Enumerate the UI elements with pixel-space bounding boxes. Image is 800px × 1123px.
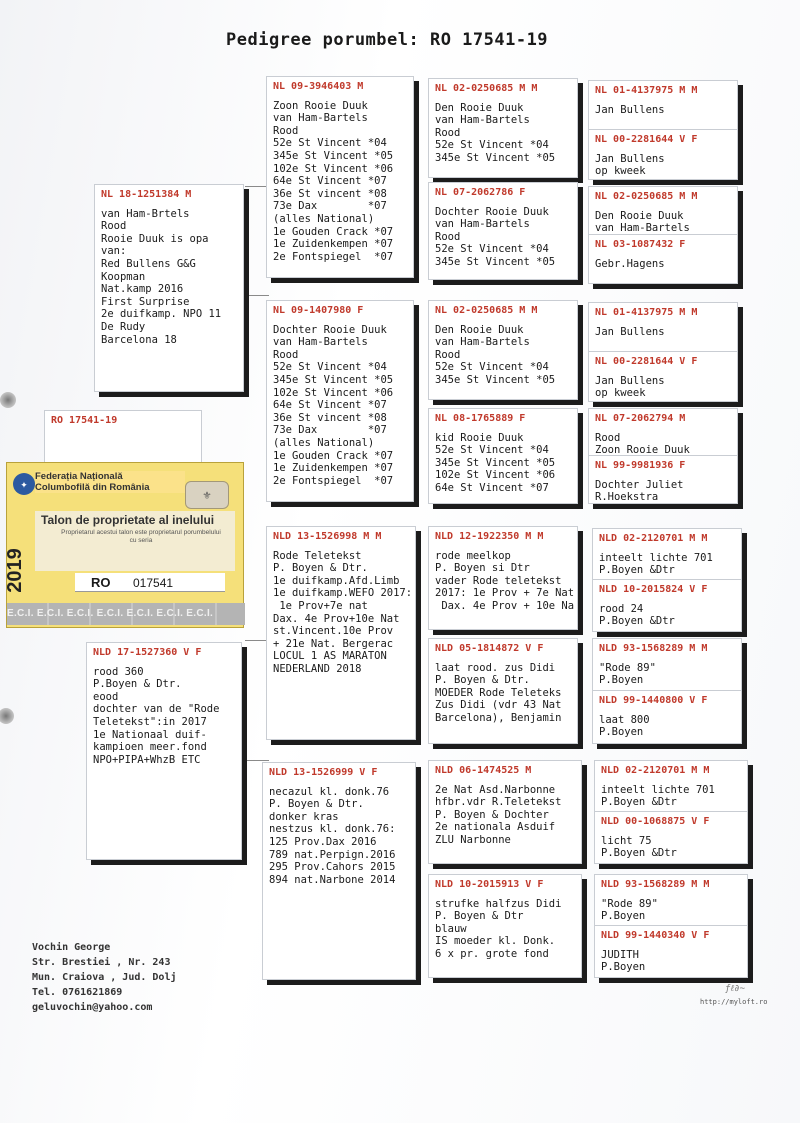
card-line: Dochter Juliet bbox=[595, 478, 684, 491]
card-line: Rood bbox=[595, 431, 621, 444]
ancestor-pair-card bbox=[594, 760, 748, 864]
card-line: Teletekst":in 2017 bbox=[93, 715, 207, 728]
card-line: 1e duifkamp.Afd.Limb bbox=[273, 574, 400, 587]
card-line: Jan Bullens bbox=[595, 374, 665, 387]
ring-number: NL 01-4137975 M M bbox=[595, 85, 698, 96]
signature-icon: ƒℓ∂~ bbox=[725, 984, 746, 994]
card-line: 52e St Vincent *04 bbox=[435, 139, 549, 152]
talon-note: Proprietarul acestui talon este proprietarul porumbelului cu seria bbox=[61, 529, 221, 544]
card-line: P.Boyen &Dtr bbox=[599, 564, 675, 577]
card-line: Dax. 4e Prov + 10e Na bbox=[435, 599, 575, 612]
ancestor-pair-card bbox=[588, 302, 738, 402]
punch-hole-icon bbox=[0, 392, 16, 408]
card-line: strufke halfzus Didi bbox=[435, 897, 562, 910]
card-line: P. Boyen si Dtr bbox=[435, 562, 530, 575]
card-line: donker kras bbox=[269, 810, 339, 823]
card-line: 1e Zuidenkempen *07 bbox=[273, 462, 394, 475]
card-line: P. Boyen & Dtr. bbox=[435, 674, 530, 687]
ring-number: NL 03-1087432 F bbox=[595, 239, 686, 250]
card-line: Rode Teletekst bbox=[273, 549, 362, 562]
card-line: LOCUL 1 AS MARATON bbox=[273, 650, 387, 663]
card-line: 36e St vincent *08 bbox=[273, 411, 387, 424]
ancestor-card bbox=[428, 300, 578, 400]
card-line: Zoon Rooie Duuk bbox=[273, 99, 368, 112]
ring-number: NLD 10-2015913 V F bbox=[435, 879, 544, 890]
card-line: P.Boyen & Dtr. bbox=[93, 678, 182, 691]
card-line: 345e St Vincent *05 bbox=[435, 151, 556, 164]
ring-number: NLD 17-1527360 V F bbox=[93, 647, 202, 658]
connector-line bbox=[245, 295, 269, 296]
card-line: Jan Bullens bbox=[595, 325, 665, 338]
card-line: "Rode 89" bbox=[601, 897, 658, 910]
card-line: 894 nat.Narbone 2014 bbox=[269, 873, 396, 886]
owner-contact bbox=[32, 940, 177, 1015]
card-line: P.Boyen bbox=[599, 674, 644, 687]
ring-number: NLD 93-1568289 M M bbox=[601, 879, 710, 890]
ring-number: NL 02-0250685 M M bbox=[435, 305, 538, 316]
card-line: 345e St Vincent *05 bbox=[435, 456, 556, 469]
card-line: 52e St Vincent *04 bbox=[273, 361, 387, 374]
card-line: van Ham-Bartels bbox=[273, 336, 368, 349]
ring-number: NLD 93-1568289 M M bbox=[599, 643, 708, 654]
talon-year: 2019 bbox=[3, 548, 26, 593]
ring-number: NLD 02-2120701 M M bbox=[599, 533, 708, 544]
ring-number: NLD 13-1526998 M M bbox=[273, 531, 382, 542]
card-line: De Rudy bbox=[101, 320, 146, 333]
dam-card bbox=[86, 642, 242, 860]
card-line: 345e St Vincent *05 bbox=[273, 149, 394, 162]
grandparent-card bbox=[266, 300, 414, 502]
card-line: 52e St Vincent *04 bbox=[273, 137, 387, 150]
ring-number: NLD 06-1474525 M bbox=[435, 765, 532, 776]
card-line: necazul kl. donk.76 bbox=[269, 785, 390, 798]
ring-number: NL 09-1407980 F bbox=[273, 305, 364, 316]
card-line: licht 75 bbox=[601, 834, 652, 847]
card-line: IS moeder kl. Donk. bbox=[435, 935, 556, 948]
ring-number: NL 01-4137975 M M bbox=[595, 307, 698, 318]
footer-url: http://myloft.ro bbox=[700, 998, 768, 1006]
card-line: 64e St Vincent *07 bbox=[273, 175, 387, 188]
ancestor-sub-entry bbox=[593, 690, 741, 743]
card-line: 64e St Vincent *07 bbox=[273, 399, 387, 412]
ring-number: NLD 99-1440340 V F bbox=[601, 930, 710, 941]
card-line: Koopman bbox=[101, 270, 146, 283]
card-line: eood bbox=[93, 690, 119, 703]
card-line: P.Boyen bbox=[601, 910, 646, 923]
ancestor-pair-card bbox=[588, 408, 738, 504]
card-line: nestzus kl. donk.76: bbox=[269, 823, 396, 836]
card-line: van Ham-Bartels bbox=[273, 112, 368, 125]
ancestor-sub-entry bbox=[595, 811, 747, 864]
card-line: Vochin George bbox=[32, 942, 111, 953]
grandparent-card bbox=[266, 76, 414, 278]
card-line: Den Rooie Duuk bbox=[435, 323, 524, 336]
card-line: op kweek bbox=[595, 387, 646, 400]
ancestor-card bbox=[428, 78, 578, 178]
card-line: R.Hoekstra bbox=[595, 491, 659, 504]
card-line: 295 Prov.Cahors 2015 bbox=[269, 861, 396, 874]
ancestor-pair-card bbox=[588, 80, 738, 180]
card-line: P. Boyen & Dtr bbox=[435, 910, 524, 923]
card-line: Nat.kamp 2016 bbox=[101, 283, 184, 296]
card-line: laat 800 bbox=[599, 713, 650, 726]
ancestor-sub-entry bbox=[595, 925, 747, 978]
card-line: kampioen meer.fond bbox=[93, 741, 207, 754]
card-line: Dochter Rooie Duuk bbox=[435, 205, 549, 218]
card-line: Dax. 4e Prov+10e Nat bbox=[273, 612, 400, 625]
card-line: op kweek bbox=[595, 165, 646, 178]
org-line: Federația Națională bbox=[35, 471, 123, 482]
card-line: Mun. Craiova , Jud. Dolj bbox=[32, 972, 177, 983]
card-line: 52e St Vincent *04 bbox=[435, 243, 549, 256]
card-line: Rood bbox=[435, 126, 461, 139]
ancestor-card bbox=[428, 408, 578, 504]
card-line: NPO+PIPA+WhzB ETC bbox=[93, 753, 201, 766]
card-line: 2e duifkamp. NPO 11 bbox=[101, 308, 222, 321]
ancestor-card bbox=[428, 182, 578, 280]
card-line: P.Boyen &Dtr bbox=[599, 615, 675, 628]
card-line: Barcelona), Benjamin bbox=[435, 711, 562, 724]
card-line: van: bbox=[101, 245, 127, 258]
card-line: 64e St Vincent *07 bbox=[435, 481, 549, 494]
card-line: Zoon Rooie Duuk bbox=[595, 444, 690, 457]
card-line: 6 x pr. grote fond bbox=[435, 947, 549, 960]
card-line: 52e St Vincent *04 bbox=[435, 361, 549, 374]
card-line: inteelt lichte 701 bbox=[599, 551, 713, 564]
card-line: 2e Fontspiegel *07 bbox=[273, 474, 394, 487]
card-line: Gebr.Hagens bbox=[595, 257, 665, 270]
ring-number: RO 17541-19 bbox=[51, 415, 118, 426]
card-line: kid Rooie Duuk bbox=[435, 431, 524, 444]
ring-number: NL 07-2062786 F bbox=[435, 187, 526, 198]
card-line: rood 24 bbox=[599, 602, 644, 615]
seal-icon: ⚜ bbox=[185, 481, 229, 509]
ring-number: NL 00-2281644 V F bbox=[595, 134, 698, 145]
card-line: P.Boyen bbox=[601, 961, 646, 974]
card-line: Tel. 0761621869 bbox=[32, 987, 123, 998]
card-line: 1e Gouden Crack *07 bbox=[273, 449, 394, 462]
card-line: Dochter Rooie Duuk bbox=[273, 323, 387, 336]
card-line: 345e St Vincent *05 bbox=[435, 373, 556, 386]
card-line: 1e Nationaal duif- bbox=[93, 728, 207, 741]
card-line: Red Bullens G&G bbox=[101, 257, 196, 270]
ancestor-sub-entry bbox=[589, 234, 737, 274]
org-line: Columbofilă din România bbox=[35, 482, 150, 493]
card-line: 345e St Vincent *05 bbox=[435, 255, 556, 268]
card-line: P.Boyen &Dtr bbox=[601, 847, 677, 860]
ancestor-sub-entry bbox=[593, 579, 741, 632]
eci-strip: E.C.I. E.C.I. E.C.I. E.C.I. E.C.I. E.C.I. E.C.I. bbox=[7, 603, 245, 625]
ancestor-card bbox=[428, 638, 578, 744]
card-line: Rood bbox=[273, 348, 299, 361]
ring-number: NL 00-2281644 V F bbox=[595, 356, 698, 367]
card-line: Den Rooie Duuk bbox=[595, 209, 684, 222]
card-line: inteelt lichte 701 bbox=[601, 783, 715, 796]
card-line: Jan Bullens bbox=[595, 103, 665, 116]
ring-number: NLD 05-1814872 V F bbox=[435, 643, 544, 654]
subject-card bbox=[44, 410, 202, 470]
card-line: 73e Dax *07 bbox=[273, 200, 387, 213]
ancestor-card bbox=[428, 526, 578, 630]
card-line: 102e St Vincent *06 bbox=[435, 469, 556, 482]
card-line: Jan Bullens bbox=[595, 152, 665, 165]
card-line: 1e Prov+7e nat bbox=[273, 599, 368, 612]
grandparent-card bbox=[262, 762, 416, 980]
card-line: Rood bbox=[435, 348, 461, 361]
card-line: P. Boyen & Dochter bbox=[435, 808, 549, 821]
card-line: rood 360 bbox=[93, 665, 144, 678]
card-line: 36e St vincent *08 bbox=[273, 187, 387, 200]
card-line: 52e St Vincent *04 bbox=[435, 444, 549, 457]
card-line: blauw bbox=[435, 922, 467, 935]
card-line: NEDERLAND 2018 bbox=[273, 662, 362, 675]
card-line: P.Boyen bbox=[599, 726, 644, 739]
card-line: dochter van de "Rode bbox=[93, 703, 220, 716]
card-line: 2e nationala Asduif bbox=[435, 821, 556, 834]
ancestor-pair-card bbox=[588, 186, 738, 284]
card-line: Rood bbox=[101, 220, 127, 233]
card-line: Barcelona 18 bbox=[101, 333, 177, 346]
card-line: 102e St Vincent *06 bbox=[273, 386, 394, 399]
card-line: + 21e Nat. Bergerac bbox=[273, 637, 394, 650]
card-line: 2e Fontspiegel *07 bbox=[273, 250, 394, 263]
card-line: rode meelkop bbox=[435, 549, 511, 562]
connector-line bbox=[245, 760, 269, 761]
grandparent-card bbox=[266, 526, 416, 740]
ring-number: NL 18-1251384 M bbox=[101, 189, 192, 200]
card-line: 102e St Vincent *06 bbox=[273, 162, 394, 175]
card-line: Den Rooie Duuk bbox=[435, 101, 524, 114]
ancestor-card bbox=[428, 874, 582, 978]
ring-number: NLD 02-2120701 M M bbox=[601, 765, 710, 776]
card-line: van Ham-Bartels bbox=[435, 336, 530, 349]
ring-number: NL 08-1765889 F bbox=[435, 413, 526, 424]
card-line: P. Boyen & Dtr. bbox=[269, 798, 364, 811]
card-line: 1e Gouden Crack *07 bbox=[273, 225, 394, 238]
card-line: 2e Nat Asd.Narbonne bbox=[435, 783, 556, 796]
ancestor-card bbox=[428, 760, 582, 864]
ring-number: NLD 00-1068875 V F bbox=[601, 816, 710, 827]
card-line: 73e Dax *07 bbox=[273, 424, 387, 437]
card-line: (alles National) bbox=[273, 212, 375, 225]
card-line: 789 nat.Perpign.2016 bbox=[269, 848, 396, 861]
card-line: JUDITH bbox=[601, 948, 639, 961]
federation-logo-icon: ✦ bbox=[13, 473, 35, 495]
ancestor-sub-entry bbox=[589, 129, 737, 182]
talon-heading: Talon de proprietate al inelului bbox=[41, 513, 215, 527]
card-line: First Surprise bbox=[101, 295, 190, 308]
ring-number: NL 02-0250685 M M bbox=[595, 191, 698, 202]
card-line: Zus Didi (vdr 43 Nat bbox=[435, 699, 562, 712]
card-line: 345e St Vincent *05 bbox=[273, 373, 394, 386]
card-line: Str. Brestiei , Nr. 243 bbox=[32, 957, 171, 968]
card-line: 125 Prov.Dax 2016 bbox=[269, 835, 377, 848]
card-line: P. Boyen & Dtr. bbox=[273, 562, 368, 575]
card-line: Rood bbox=[273, 124, 299, 137]
card-line: ZLU Narbonne bbox=[435, 833, 511, 846]
card-line: van Ham-Bartels bbox=[595, 222, 690, 235]
sire-card bbox=[94, 184, 244, 392]
punch-hole-icon bbox=[0, 708, 14, 724]
card-line: Rood bbox=[435, 230, 461, 243]
card-line: vader Rode teletekst bbox=[435, 574, 562, 587]
card-line: P.Boyen &Dtr bbox=[601, 796, 677, 809]
ring-number: NLD 12-1922350 M M bbox=[435, 531, 544, 542]
ring-number: NLD 99-1440800 V F bbox=[599, 695, 708, 706]
card-line: "Rode 89" bbox=[599, 661, 656, 674]
ring-number: NL 99-9981936 F bbox=[595, 460, 686, 471]
card-line: Rooie Duuk is opa bbox=[101, 232, 209, 245]
card-line: MOEDER Rode Teleteks bbox=[435, 686, 562, 699]
card-line: (alles National) bbox=[273, 436, 375, 449]
ancestor-sub-entry bbox=[589, 351, 737, 404]
federation-name bbox=[35, 471, 185, 493]
ring-prefix: RO bbox=[91, 575, 111, 590]
ancestor-pair-card bbox=[592, 638, 742, 744]
ring-number: NL 02-0250685 M M bbox=[435, 83, 538, 94]
ownership-card bbox=[3, 462, 244, 628]
card-line: geluvochin@yahoo.com bbox=[32, 1002, 153, 1013]
ancestor-pair-card bbox=[592, 528, 742, 632]
ring-number: NLD 10-2015824 V F bbox=[599, 584, 708, 595]
ring-serial: 017541 bbox=[133, 576, 174, 590]
card-line: 1e Zuidenkempen *07 bbox=[273, 238, 394, 251]
ancestor-pair-card bbox=[594, 874, 748, 978]
card-line: van Ham-Bartels bbox=[435, 114, 530, 127]
card-line: 2017: 1e Prov + 7e Nat bbox=[435, 587, 575, 600]
card-line: van Ham-Brtels bbox=[101, 207, 190, 220]
card-line: laat rood. zus Didi bbox=[435, 661, 556, 674]
page-title: Pedigree porumbel: RO 17541-19 bbox=[226, 30, 549, 50]
card-line: 1e duifkamp.WEFO 2017: bbox=[273, 587, 413, 600]
ancestor-sub-entry bbox=[589, 455, 737, 508]
ring-number: NLD 13-1526999 V F bbox=[269, 767, 378, 778]
card-line: van Ham-Bartels bbox=[435, 218, 530, 231]
card-line: st.Vincent.10e Prov bbox=[273, 625, 394, 638]
card-line: hfbr.vdr R.Teletekst bbox=[435, 796, 562, 809]
ring-number: NL 07-2062794 M bbox=[595, 413, 686, 424]
ring-number: NL 09-3946403 M bbox=[273, 81, 364, 92]
